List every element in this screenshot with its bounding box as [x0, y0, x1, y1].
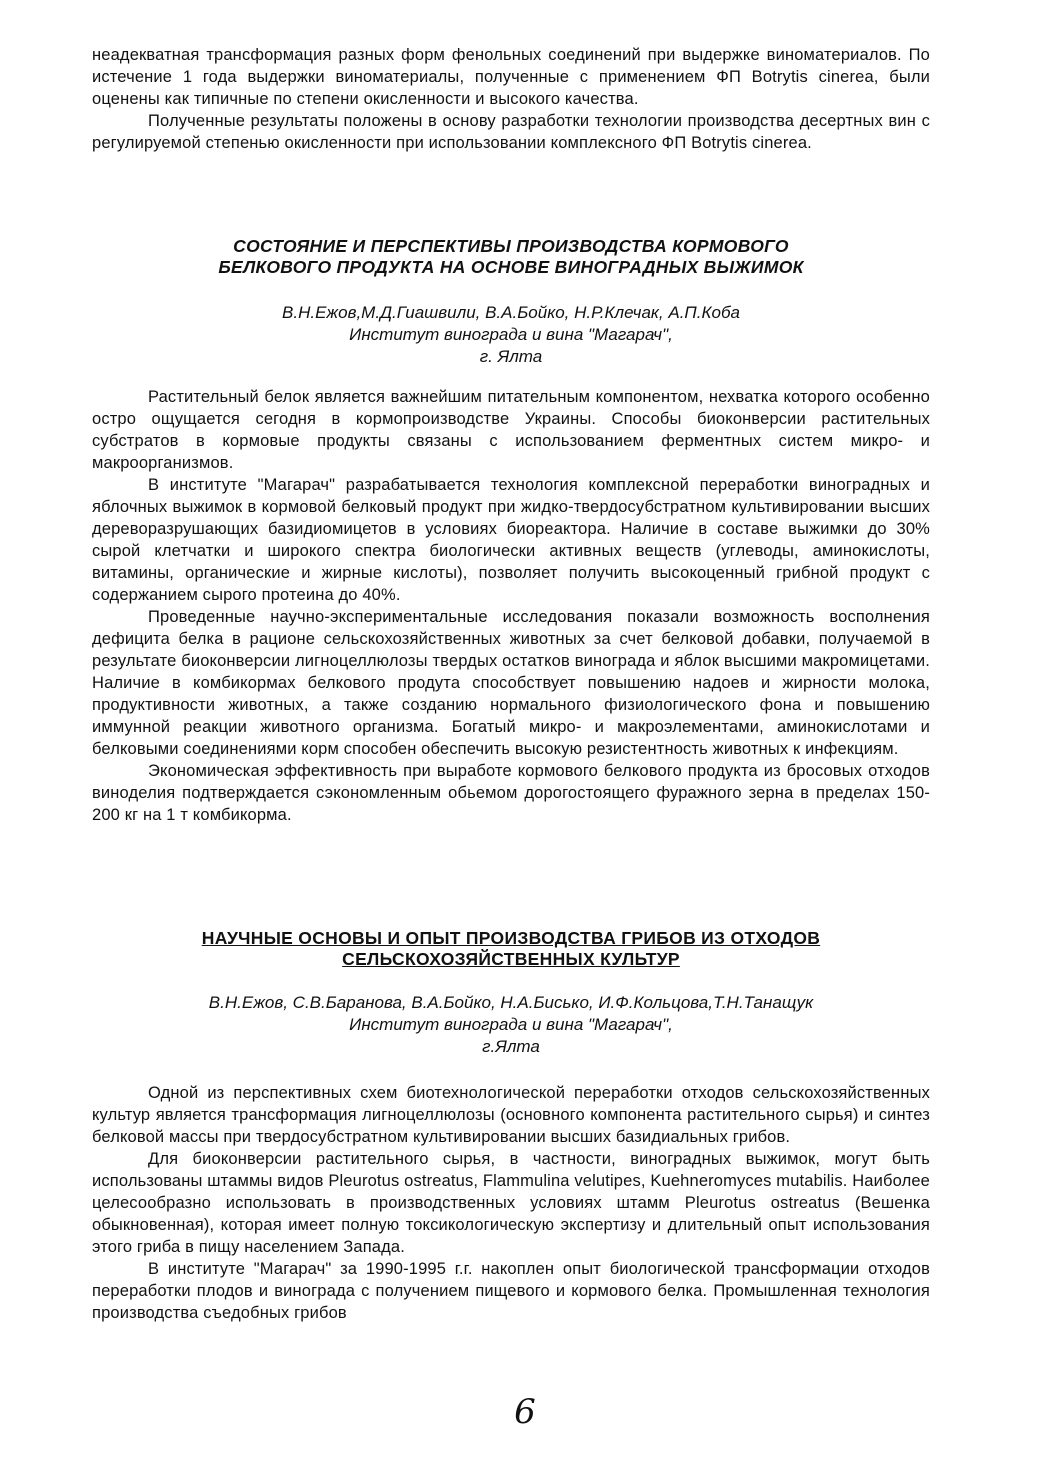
article-1-byline — [92, 302, 930, 368]
article-1-header — [92, 236, 930, 278]
article-2-title-line-1: НАУЧНЫЕ ОСНОВЫ И ОПЫТ ПРОИЗВОДСТВА ГРИБОВ ИЗ ОТХОДОВ — [201, 928, 821, 948]
article-1-city: г. Ялта — [479, 347, 543, 366]
article-2-header — [92, 928, 930, 970]
article-1-body — [92, 386, 930, 826]
intro-paragraph-2: Полученные результаты положены в основу разработки технологии производства десертных вин с регулируемой степенью окисленности при использовании комплексного ФП Botrytis cinerea. — [92, 112, 930, 152]
article-2-byline — [92, 992, 930, 1058]
article-1-paragraph-1: Растительный белок является важнейшим питательным компонентом, нехватка которого особенно остро ощущается сегодня в кормопроизводстве Украины. Способы биоконверсии растительных субстратов в кормовые продукты связаны с использованием ферментных систем микро- и макроорганизмов. — [92, 388, 930, 472]
article-1-title-line-2: БЕЛКОВОГО ПРОДУКТА НА ОСНОВЕ ВИНОГРАДНЫХ ВЫЖИМОК — [218, 257, 804, 277]
article-2-authors: В.Н.Ежов, С.В.Баранова, В.А.Бойко, Н.А.Бисько, И.Ф.Кольцова,Т.Н.Танащук — [208, 993, 814, 1012]
article-1-paragraph-2: В институте "Магарач" разрабатывается технология комплексной переработки виноградных и яблочных выжимок в кормовой белковый продукт при жидко-твердосубстратном культивировании высших дереворазрушающих базидиомицетов в условиях биореактора. Наличие в составе выжимки до 30% сырой клетчатки и широкого спектра биологически активных веществ (углеводы, аминокислоты, витамины, органические и жирные кислоты), позволяет получить высокоценный грибной продукт с содержанием сырого протеина до 40%. — [92, 476, 930, 604]
intro-paragraph-1: неадекватная трансформация разных форм фенольных соединений при выдержке виноматериалов. По истечение 1 года выдержки виноматериалы, полученные с применением ФП Botrytis cinerea, были оценены как типичные по степени окисленности и высокого качества. — [92, 46, 930, 108]
article-2-institute: Институт винограда и вина "Магарач", — [349, 1015, 673, 1034]
article-1-institute: Институт винограда и вина "Магарач", — [349, 325, 673, 344]
article-1-paragraph-3: Проведенные научно-экспериментальные исследования показали возможность восполнения дефицита белка в рационе сельскохозяйственных животных за счет белковой добавки, получаемой в результате биоконверсии лигноцеллюлозы твердых остатков винограда и яблок высшими макромицетами. Наличие в комбикормах белкового продута способствует повышению надоев и жирности молока, продуктивности животных, а также созданию нормального физиологического фона и повышению иммунной реакции животного организма. Богатый микро- и макроэлементами, аминокислотами и белковыми соединениями корм способен обеспечить высокую резистентность животных к инфекциям. — [92, 608, 930, 758]
page-number: 6 — [514, 1392, 536, 1432]
article-2-city: г.Ялта — [482, 1037, 540, 1056]
article-1-title-line-1: СОСТОЯНИЕ И ПЕРСПЕКТИВЫ ПРОИЗВОДСТВА КОРМОВОГО — [233, 236, 789, 256]
article-2-paragraph-3: В институте "Магарач" за 1990-1995 г.г. накоплен опыт биологической трансформации отходов переработки плодов и винограда с получением пищевого и кормового белка. Промышленная технология производства съедобных грибов — [92, 1260, 930, 1322]
article-2-paragraph-1: Одной из перспективных схем биотехнологической переработки отходов сельскохозяйственных культур является трансформация лигноцеллюлозы (основного компонента растительного сырья) и синтез белковой массы при твердосубстратном культивировании высших базидиальных грибов. — [92, 1084, 930, 1146]
intro-section — [92, 44, 930, 154]
article-1-authors: В.Н.Ежов,М.Д.Гиашвили, В.А.Бойко, Н.Р.Клечак, А.П.Коба — [282, 303, 740, 322]
article-2-body — [92, 1082, 930, 1324]
article-2-paragraph-2: Для биоконверсии растительного сырья, в частности, виноградных выжимок, могут быть использованы штаммы видов Pleurotus ostreatus, Flammulina velutipes, Kuehneromyces mutabilis. Наиболее целесообразно использовать в производственных условиях штамм Pleurotus ostreatus (Вешенка обыкновенная), которая имеет полную токсикологическую экспертизу и длительный опыт использования этого гриба в пищу населением Запада. — [92, 1150, 930, 1256]
article-2-title-line-2: СЕЛЬСКОХОЗЯЙСТВЕННЫХ КУЛЬТУР — [342, 949, 680, 969]
article-1-paragraph-4: Экономическая эффективность при выработе кормового белкового продукта из бросовых отходов виноделия подтверждается сэкономленным обьемом дорогостоящего фуражного зерна в пределах 150-200 кг на 1 т комбикорма. — [92, 762, 930, 824]
